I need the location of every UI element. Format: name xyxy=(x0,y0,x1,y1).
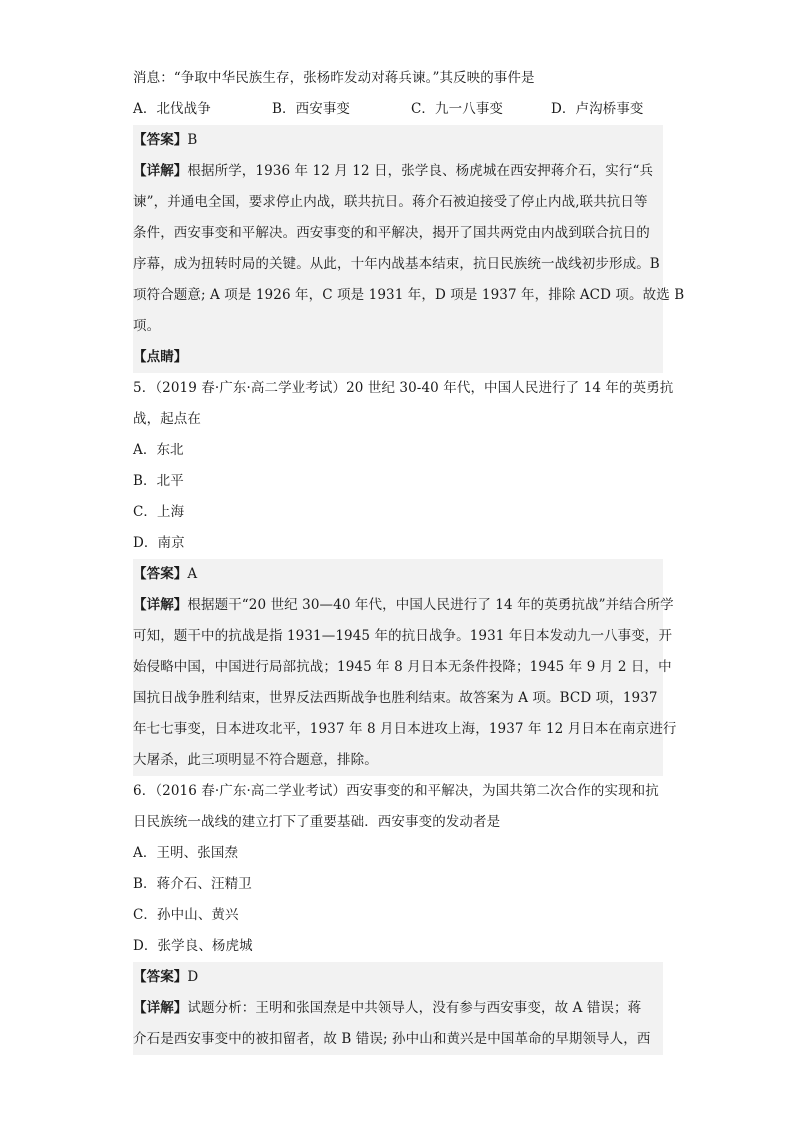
q6-option-d: D．张学良、杨虎城 xyxy=(133,938,253,954)
q6-option-c: C．孙中山、黄兴 xyxy=(133,907,239,923)
q6-detail-label: 【详解】 xyxy=(133,1000,188,1016)
q4-stem-tail: 消息：“争取中华民族生存，张杨昨发动对蒋兵谏。”其反映的事件是 xyxy=(133,70,535,86)
q4-detail-line: 项。 xyxy=(133,318,161,334)
q4-option-c: C．九一八事变 xyxy=(411,101,504,117)
q5-option-c: C．上海 xyxy=(133,504,185,520)
q4-option-d: D．卢沟桥事变 xyxy=(551,101,644,117)
q6-solution-block xyxy=(133,962,663,1055)
q5-detail-line: 大屠杀，此三项明显不符合题意，排除。 xyxy=(133,752,378,768)
q6-detail-line: 介石是西安事变中的被扣留者，故 B 错误; 孙中山和黄兴是中国革命的早期领导人，西 xyxy=(133,1031,651,1047)
q4-detail-line: 项符合题意; A 项是 1926 年，C 项是 1931 年，D 项是 1937 年，排除 ACD 项。故选 B xyxy=(133,287,685,303)
q5-solution-block xyxy=(133,559,677,776)
q5-option-b: B．北平 xyxy=(133,473,184,489)
document-content xyxy=(133,63,685,1055)
q6-option-b: B．蒋介石、汪精卫 xyxy=(133,876,252,892)
q5-detail-line: 国抗日战争胜利结束，世界反法西斯战争也胜利结束。故答案为 A 项。BCD 项，1937 xyxy=(133,690,658,706)
q4-option-a: A．北伐战争 xyxy=(133,101,211,117)
q6-option-a: A．王明、张国焘 xyxy=(133,845,239,861)
q4-detail-line: 条件，西安事变和平解决。西安事变的和平解决，揭开了国共两党由内战到联合抗日的 xyxy=(133,225,650,241)
q4-answer-label: 【答案】 xyxy=(133,132,188,148)
q6-answer-label: 【答案】 xyxy=(133,969,188,985)
q4-answer-value: B xyxy=(187,132,198,148)
q6-answer xyxy=(133,962,663,993)
q5-option-d: D．南京 xyxy=(133,535,185,551)
q6-detail-line: 【详解】试题分析：王明和张国焘是中共领导人，没有参与西安事变，故 A 错误；蒋 xyxy=(133,1000,642,1016)
q5-detail-line: 始侵略中国，中国进行局部抗战；1945 年 8 月日本无条件投降；1945 年 9 月 2 日，中 xyxy=(133,659,672,675)
q4-solution-block xyxy=(133,125,685,373)
q5-answer-label: 【答案】 xyxy=(133,566,188,582)
q4-detail-line: 谏”，并通电全国，要求停止内战，联共抗日。蒋介石被迫接受了停止内战,联共抗日等 xyxy=(133,194,648,210)
q4-detail-label: 【详解】 xyxy=(133,163,188,179)
q5-option-a: A．东北 xyxy=(133,442,184,458)
q5-answer-value: A xyxy=(187,566,198,582)
q4-option-b: B．西安事变 xyxy=(272,101,351,117)
q4-detail-line: 序幕，成为扭转时局的关键。从此，十年内战基本结束，抗日民族统一战线初步形成。B xyxy=(133,256,660,272)
q4-detail-line: 【详解】根据所学，1936 年 12 月 12 日，张学良、杨虎城在西安押蒋介石，实行“兵 xyxy=(133,163,654,179)
q5-detail-line: 【详解】根据题干“20 世纪 30—40 年代，中国人民进行了 14 年的英勇抗战”并结合所学 xyxy=(133,597,674,613)
q4-options xyxy=(133,94,663,125)
q5-stem-line: 5．（2019 春·广东·高二学业考试）20 世纪 30-40 年代，中国人民进行了 14 年的英勇抗 xyxy=(133,380,674,396)
q5-answer xyxy=(133,559,663,590)
q4-comment-label: 【点睛】 xyxy=(133,349,188,365)
q5-detail-label: 【详解】 xyxy=(133,597,188,613)
q6-answer-value: D xyxy=(187,969,199,985)
q6-stem-line: 日民族统一战线的建立打下了重要基础．西安事变的发动者是 xyxy=(133,814,501,830)
q5-detail-line: 年七七事变，日本进攻北平，1937 年 8 月日本进攻上海，1937 年 12 月日本在南京进行 xyxy=(133,721,677,737)
q5-stem-line: 战，起点在 xyxy=(133,411,201,427)
q4-answer xyxy=(133,125,663,156)
q6-stem-line: 6．（2016 春·广东·高二学业考试）西安事变的和平解决，为国共第二次合作的实现和抗 xyxy=(133,783,659,799)
q5-detail-line: 可知，题干中的抗战是指 1931—1945 年的抗日战争。1931 年日本发动九一八事变，开 xyxy=(133,628,673,644)
